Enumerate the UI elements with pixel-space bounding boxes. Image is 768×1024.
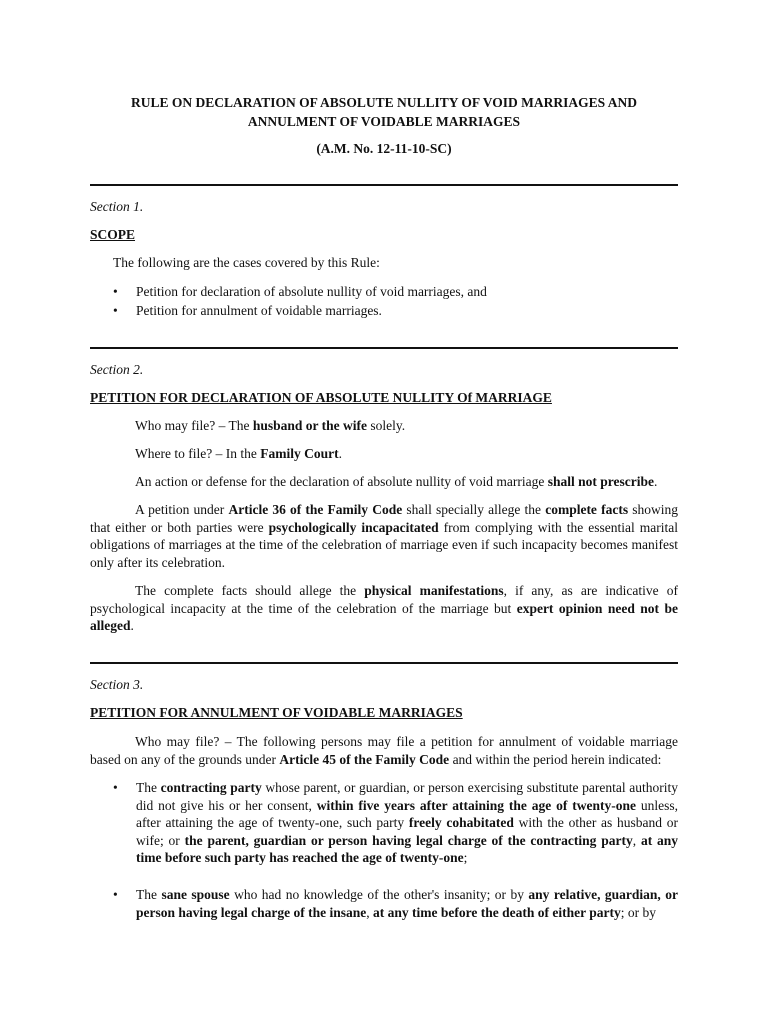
section-3-heading: PETITION FOR ANNULMENT OF VOIDABLE MARRIAGES <box>90 705 463 720</box>
list-item-text: The contracting party whose parent, or guardian, or person exercising substitute parental authority did not give his or her consent, within five years after attaining the age of twenty-one unless, after attaining the age of twenty-one, such party freely cohabitated with the other as husband or wife; or the parent, guardian or person having legal charge of the contracting party, at any time before such party has reached the age of twenty-one; <box>136 780 679 865</box>
bullet-icon: • <box>113 303 118 318</box>
section-2-label: Section 2. <box>90 362 144 377</box>
bullet-icon: • <box>113 780 118 795</box>
list-item-text: Petition for annulment of voidable marriages. <box>136 303 382 318</box>
document-title <box>0 93 768 131</box>
paragraph-prescription: An action or defense for the declaration of absolute nullity of void marriage shall not prescribe. <box>135 474 658 489</box>
paragraph-who-may-file: Who may file? – The husband or the wife solely. <box>135 418 406 433</box>
list-item-text: The sane spouse who had no knowledge of the other's insanity; or by any relative, guardian, or person having legal charge of the insane, at any time before the death of either party; or by <box>136 887 678 920</box>
document-number: (A.M. No. 12-11-10-SC) <box>316 141 452 156</box>
section-1-heading: SCOPE <box>90 227 136 242</box>
bullet-icon: • <box>113 284 118 299</box>
divider-1 <box>90 184 678 186</box>
section-1-intro: The following are the cases covered by this Rule: <box>113 255 380 270</box>
section-2-heading: PETITION FOR DECLARATION OF ABSOLUTE NULLITY Of MARRIAGE <box>90 390 552 405</box>
paragraph-complete-facts: The complete facts should allege the physical manifestations, if any, as are indicative of psychological incapacity at the time of the celebration of the marriage but expert opinion need not be alleged. <box>90 583 678 633</box>
title-line-2: ANNULMENT OF VOIDABLE MARRIAGES <box>247 114 521 129</box>
paragraph-article-36: A petition under Article 36 of the Family Code shall specially allege the complete facts showing that either or both parties were psychologically incapacitated from complying with the essential marital obligations of marriages at the time of the celebration of marriage even if such incapacity becomes manifest only after its celebration. <box>90 502 679 570</box>
paragraph-annulment-who-may-file: Who may file? – The following persons may file a petition for annulment of voidable marriage based on any of the grounds under Article 45 of the Family Code and within the period herein indicated: <box>90 734 678 767</box>
list-item-text: Petition for declaration of absolute nullity of void marriages, and <box>136 284 487 299</box>
bullet-icon: • <box>113 887 118 902</box>
divider-2 <box>90 347 678 349</box>
section-1-label: Section 1. <box>90 199 144 214</box>
title-line-1: RULE ON DECLARATION OF ABSOLUTE NULLITY OF VOID MARRIAGES AND <box>131 95 637 110</box>
divider-3 <box>90 662 678 664</box>
section-3-label: Section 3. <box>90 677 144 692</box>
paragraph-where-to-file: Where to file? – In the Family Court. <box>135 446 342 461</box>
